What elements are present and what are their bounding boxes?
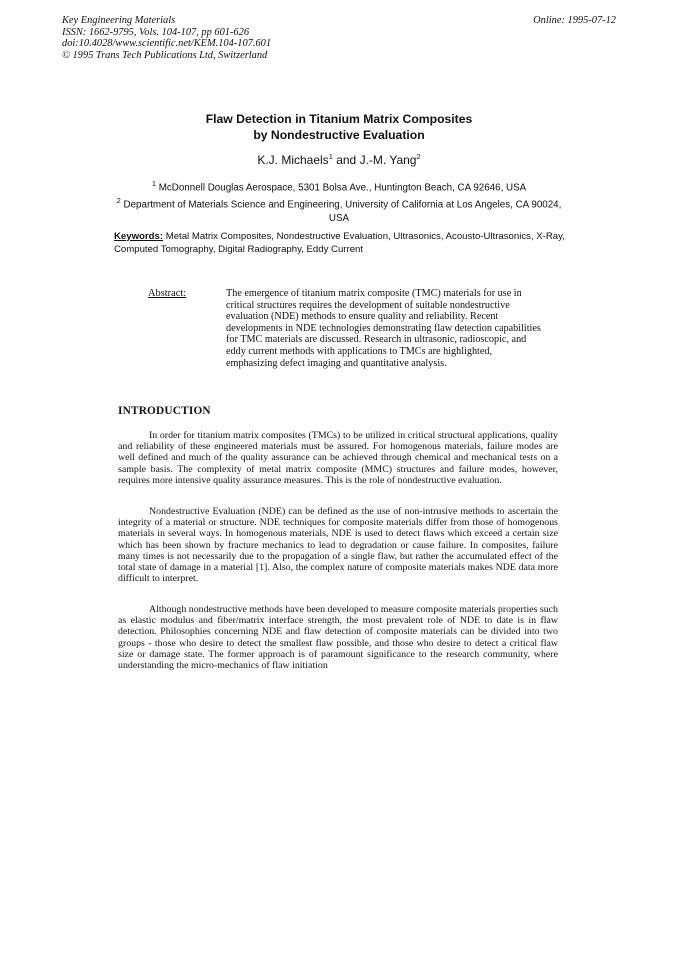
intro-paragraph-1: In order for titanium matrix composites (TMCs) to be utilized in critical structural applications, quality and reliability of these engineered materials must be assured. For homogenous materials, failure modes are well defined and much of the quality assurance can be achieved through chemical and mechanical tests on a sample basis. The complexity of metal matrix composite (MMC) structures and failure modes, however, requires more intensive quality assurance measures. This is the role of nondestructive evaluation. xyxy=(118,430,558,486)
journal-citation xyxy=(62,15,271,61)
author-1: K.J. Michaels xyxy=(257,153,329,167)
paper-title xyxy=(0,112,678,143)
author-1-affiliation-mark: 1 xyxy=(328,152,333,161)
affiliation-2-text: Department of Materials Science and Engineering, University of California at Los Angeles, CA 90024, USA xyxy=(120,199,562,224)
affiliation-1 xyxy=(90,177,588,195)
affiliation-2-mark: 2 xyxy=(116,196,121,205)
keywords-label: Keywords: xyxy=(114,231,164,242)
journal-copyright: © 1995 Trans Tech Publications Ltd, Switzerland xyxy=(62,49,268,61)
affiliation-1-text: McDonnell Douglas Aerospace, 5301 Bolsa Ave., Huntington Beach, CA 92646, USA xyxy=(156,182,527,194)
abstract-text: The emergence of titanium matrix composite (TMC) materials for use in critical structures requires the development of suitable nondestructive evaluation (NDE) methods to ensure quality and reliability. Recent developments in NDE technologies demonstrating flaw detection capabilities for TMC materials are discussed. Research in ultrasonic, radioscopic, and eddy current methods with applications to TMCs are highlighted, emphasizing defect imaging and quantitative analysis. xyxy=(226,288,541,369)
keywords-text: Metal Matrix Composites, Nondestructive Evaluation, Ultrasonics, Acousto-Ultrasonics, X-Ray, Computed Tomography, Digital Radiography, Eddy Current xyxy=(114,231,565,255)
affiliation-2 xyxy=(108,194,570,225)
author-separator: and xyxy=(332,153,360,167)
journal-name: Key Engineering Materials xyxy=(62,15,176,26)
intro-paragraph-3: Although nondestructive methods have been developed to measure composite materials properties such as elastic modulus and fiber/matrix interface strength, the most prevalent role of NDE to date is in flaw detection. Philosophies concerning NDE and flaw detection of composite materials can be divided into two groups - those who desire to detect the smallest flaw possible, and those who desire to detect a critical flaw size or damage state. The former approach is of paramount significance to the research community, where understanding the micro-mechanics of flaw initiation xyxy=(118,604,558,672)
author-list xyxy=(0,152,678,167)
title-line-1: Flaw Detection in Titanium Matrix Composites xyxy=(205,112,473,126)
journal-issn: ISSN: 1662-9795, Vols. 104-107, pp 601-626 xyxy=(62,26,250,38)
intro-paragraph-2: Nondestructive Evaluation (NDE) can be defined as the use of non-intrusive methods to ascertain the integrity of a material or structure. NDE techniques for composite materials differ from those of homogenous materials in several ways. In homogenous materials, NDE is used to detect flaws which exceed a certain size which has been shown by fracture mechanics to lead to degradation or cause failure. In composites, failure many times is not necessarily due to the propagation of a single flaw, but rather the accumulated effect of the total state of damage in a material [1]. Also, the complex nature of composite materials makes NDE data more difficult to interpret. xyxy=(118,506,558,585)
online-date: Online: 1995-07-12 xyxy=(533,15,616,26)
author-2-affiliation-mark: 2 xyxy=(416,152,421,161)
abstract-label: Abstract: xyxy=(148,288,187,299)
author-2: J.-M. Yang xyxy=(359,153,417,167)
keywords xyxy=(114,230,566,256)
section-heading-introduction: INTRODUCTION xyxy=(118,405,211,417)
journal-doi: doi:10.4028/www.scientific.net/KEM.104-107.601 xyxy=(62,38,272,50)
affiliation-1-mark: 1 xyxy=(151,179,156,188)
title-line-2: by Nondestructive Evaluation xyxy=(253,127,425,142)
